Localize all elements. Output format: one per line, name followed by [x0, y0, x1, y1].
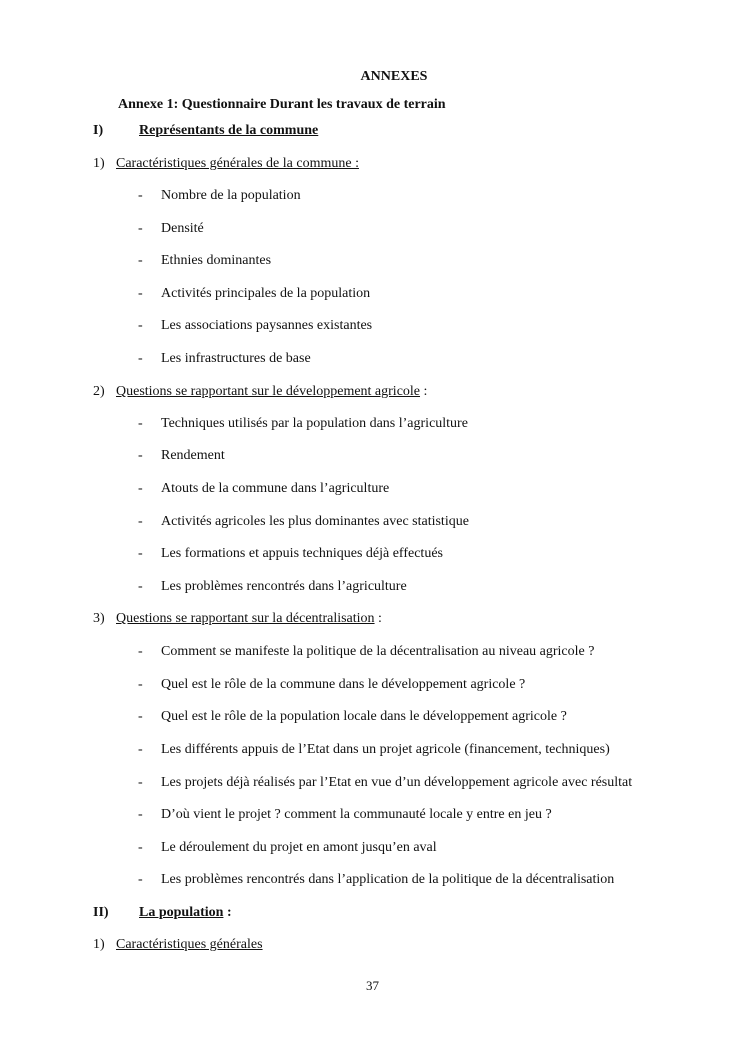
list-item-text: Activités agricoles les plus dominantes avec statistique — [161, 514, 469, 529]
list-item-text: D’où vient le projet ? comment la communauté locale y entre en jeu ? — [161, 807, 552, 822]
list-item — [138, 546, 443, 562]
bullet-dash: - — [138, 416, 143, 431]
list-item-text: Densité — [161, 221, 204, 236]
bullet-dash: - — [138, 579, 143, 594]
list-item — [138, 840, 437, 856]
question-1-number: 1) — [93, 156, 105, 171]
bullet-dash: - — [138, 318, 143, 333]
list-item-text: Rendement — [161, 448, 225, 463]
page-title: ANNEXES — [360, 69, 428, 84]
section-2-suffix: : — [223, 905, 232, 920]
question-2-heading — [93, 384, 427, 400]
question-1-heading — [93, 156, 359, 172]
question-1-title: Caractéristiques générales de la commune : — [116, 156, 359, 171]
bullet-dash: - — [138, 546, 143, 561]
bullet-dash: - — [138, 188, 143, 203]
list-item — [138, 253, 271, 269]
list-item-text: Ethnies dominantes — [161, 253, 272, 268]
list-item-text: Activités principales de la population — [161, 286, 371, 301]
list-item-text: Techniques utilisés par la population dans l’agriculture — [161, 416, 468, 431]
annex-title: Annexe 1: Questionnaire Durant les travaux de terrain — [118, 97, 446, 112]
page-number: 37 — [366, 978, 379, 993]
section-2-question-1-number: 1) — [93, 937, 105, 952]
list-item — [138, 481, 389, 497]
bullet-dash: - — [138, 807, 143, 822]
list-item — [138, 644, 594, 660]
list-item — [138, 318, 372, 334]
question-2-title: Questions se rapportant sur le développement agricole — [116, 384, 421, 399]
list-item — [138, 188, 301, 204]
list-item — [138, 709, 567, 725]
bullet-dash: - — [138, 742, 143, 757]
list-item-text: Les infrastructures de base — [161, 351, 311, 366]
section-1-title: Représentants de la commune — [139, 123, 319, 138]
question-3-heading — [93, 611, 382, 627]
list-item — [138, 742, 610, 758]
question-3-suffix: : — [374, 611, 382, 626]
bullet-dash: - — [138, 514, 143, 529]
list-item-text: Les problèmes rencontrés dans l’application de la politique de la décentralisation — [161, 872, 615, 887]
list-item-text: Les projets déjà réalisés par l’Etat en vue d’un développement agricole avec résultat — [161, 775, 633, 790]
list-item-text: Comment se manifeste la politique de la décentralisation au niveau agricole ? — [161, 644, 595, 659]
bullet-dash: - — [138, 253, 143, 268]
bullet-dash: - — [138, 286, 143, 301]
list-item — [138, 872, 614, 888]
list-item-text: Nombre de la population — [161, 188, 301, 203]
list-item — [138, 514, 469, 530]
section-2-question-1-heading — [93, 937, 263, 953]
bullet-dash: - — [138, 448, 143, 463]
question-3-number: 3) — [93, 611, 105, 626]
list-item — [138, 775, 632, 791]
bullet-dash: - — [138, 840, 143, 855]
list-item-text: Les problèmes rencontrés dans l’agriculture — [161, 579, 407, 594]
list-item — [138, 416, 468, 432]
list-item — [138, 807, 552, 823]
question-3-title: Questions se rapportant sur la décentralisation — [116, 611, 375, 626]
list-item — [138, 579, 407, 595]
list-item-text: Quel est le rôle de la population locale dans le développement agricole ? — [161, 709, 567, 724]
list-item-text: Atouts de la commune dans l’agriculture — [161, 481, 390, 496]
list-item-text: Les différents appuis de l’Etat dans un projet agricole (financement, techniques) — [161, 742, 610, 757]
section-2-number: II) — [93, 905, 109, 920]
section-1-number: I) — [93, 123, 104, 138]
list-item — [138, 448, 225, 464]
list-item-text: Le déroulement du projet en amont jusqu’en aval — [161, 840, 437, 855]
question-2-suffix: : — [420, 384, 428, 399]
bullet-dash: - — [138, 644, 143, 659]
bullet-dash: - — [138, 481, 143, 496]
bullet-dash: - — [138, 677, 143, 692]
section-1-heading — [93, 123, 318, 139]
bullet-dash: - — [138, 709, 143, 724]
bullet-dash: - — [138, 872, 143, 887]
list-item — [138, 677, 525, 693]
list-item — [138, 286, 370, 302]
list-item — [138, 351, 311, 367]
list-item — [138, 221, 204, 237]
section-2-title: La population — [139, 905, 224, 920]
list-item-text: Les associations paysannes existantes — [161, 318, 373, 333]
list-item-text: Quel est le rôle de la commune dans le développement agricole ? — [161, 677, 526, 692]
section-2-heading — [93, 905, 232, 921]
list-item-text: Les formations et appuis techniques déjà effectués — [161, 546, 443, 561]
bullet-dash: - — [138, 351, 143, 366]
bullet-dash: - — [138, 221, 143, 236]
bullet-dash: - — [138, 775, 143, 790]
question-2-number: 2) — [93, 384, 105, 399]
section-2-question-1-title: Caractéristiques générales — [116, 937, 263, 952]
